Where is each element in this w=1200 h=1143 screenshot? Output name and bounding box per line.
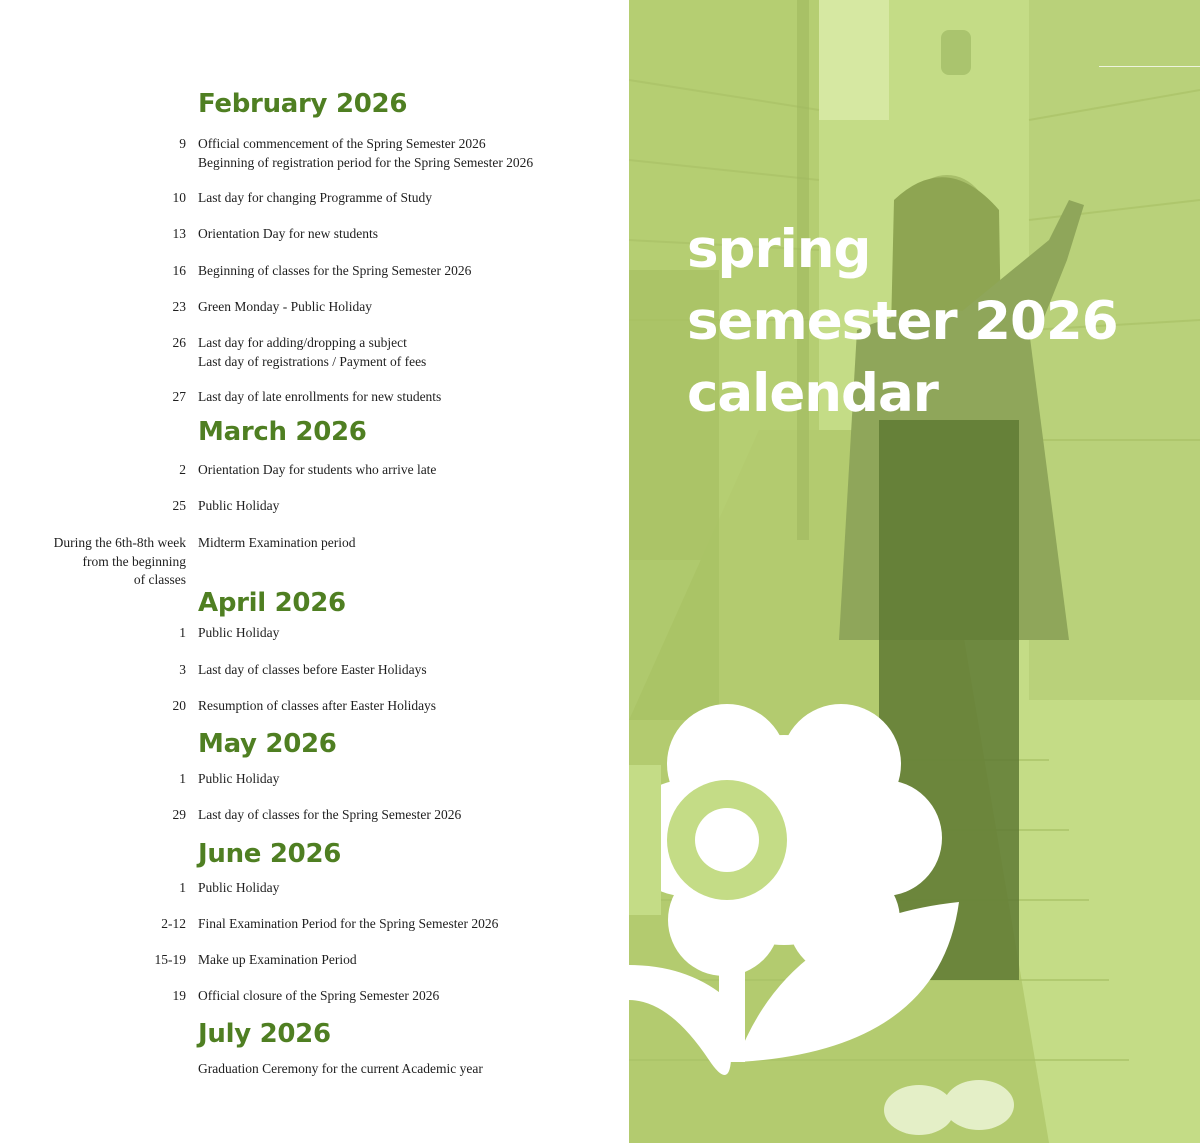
- entry-text: Last day of late enrollments for new students: [198, 389, 442, 404]
- month-heading-march: March 2026: [198, 417, 367, 447]
- entry-text: Final Examination Period for the Spring Semester 2026: [198, 916, 499, 931]
- month-heading-february: February 2026: [198, 89, 408, 119]
- street-lamp: [941, 30, 971, 75]
- entry-date: 26: [172, 335, 186, 350]
- month-heading-june: June 2026: [198, 839, 342, 869]
- cover-panel: [629, 0, 1200, 1143]
- entry-text: Last day for adding/dropping a subject Last day of registrations / Payment of fees: [198, 335, 427, 369]
- entry-text: Resumption of classes after Easter Holidays: [198, 698, 437, 713]
- entry-date: 1: [179, 880, 186, 895]
- month-heading-april: April 2026: [198, 588, 346, 618]
- entry-text: Orientation Day for students who arrive late: [198, 462, 437, 477]
- flower-center-dot: [695, 808, 759, 872]
- entry-text: Last day for changing Programme of Study: [198, 190, 432, 205]
- decorative-rule: [1099, 66, 1200, 67]
- entry-text: Last day of classes before Easter Holidays: [198, 662, 427, 677]
- entry-text: Midterm Examination period: [198, 535, 356, 550]
- cover-title-line: calendar: [687, 363, 938, 424]
- entry-date: 1: [179, 625, 186, 640]
- entry-text: Make up Examination Period: [198, 952, 357, 967]
- entry-date: 27: [172, 389, 186, 404]
- entry-text: Official commencement of the Spring Semester 2026 Beginning of registration period for the Spring Semester 2026: [198, 136, 534, 170]
- entry-text: Public Holiday: [198, 498, 280, 513]
- month-heading-may: May 2026: [198, 729, 337, 759]
- entry-text: Public Holiday: [198, 625, 280, 640]
- entry-date: 2: [179, 462, 186, 477]
- entry-date: 9: [179, 136, 186, 151]
- cover-title-line: spring: [687, 219, 871, 280]
- entry-text: Public Holiday: [198, 880, 280, 895]
- entry-date: 23: [172, 299, 186, 314]
- entry-text: Last day of classes for the Spring Semester 2026: [198, 807, 462, 822]
- entry-text: Beginning of classes for the Spring Semester 2026: [198, 263, 472, 278]
- entry-text: Official closure of the Spring Semester 2026: [198, 988, 440, 1003]
- entry-date: 16: [172, 263, 186, 278]
- entry-text: Green Monday - Public Holiday: [198, 299, 372, 314]
- entry-date: 15-19: [154, 952, 186, 967]
- entry-date: 13: [172, 226, 186, 241]
- cover-photo-illustration: [629, 0, 1200, 1143]
- cover-title-line: semester 2026: [687, 291, 1118, 352]
- entry-date: 1: [179, 771, 186, 786]
- sky: [819, 0, 889, 120]
- entry-text: Public Holiday: [198, 771, 280, 786]
- entry-date: 2-12: [161, 916, 186, 931]
- entry-date: 19: [172, 988, 186, 1003]
- entry-date: 20: [172, 698, 186, 713]
- entry-date: 25: [172, 498, 186, 513]
- month-heading-july: July 2026: [198, 1019, 331, 1049]
- entry-date: 29: [172, 807, 186, 822]
- entry-date: 3: [179, 662, 186, 677]
- entry-date: During the 6th-8th week from the beginning of classes: [53, 535, 186, 587]
- entry-date: 10: [172, 190, 186, 205]
- entry-text: Orientation Day for new students: [198, 226, 378, 241]
- entry-text: Graduation Ceremony for the current Academic year: [198, 1061, 483, 1076]
